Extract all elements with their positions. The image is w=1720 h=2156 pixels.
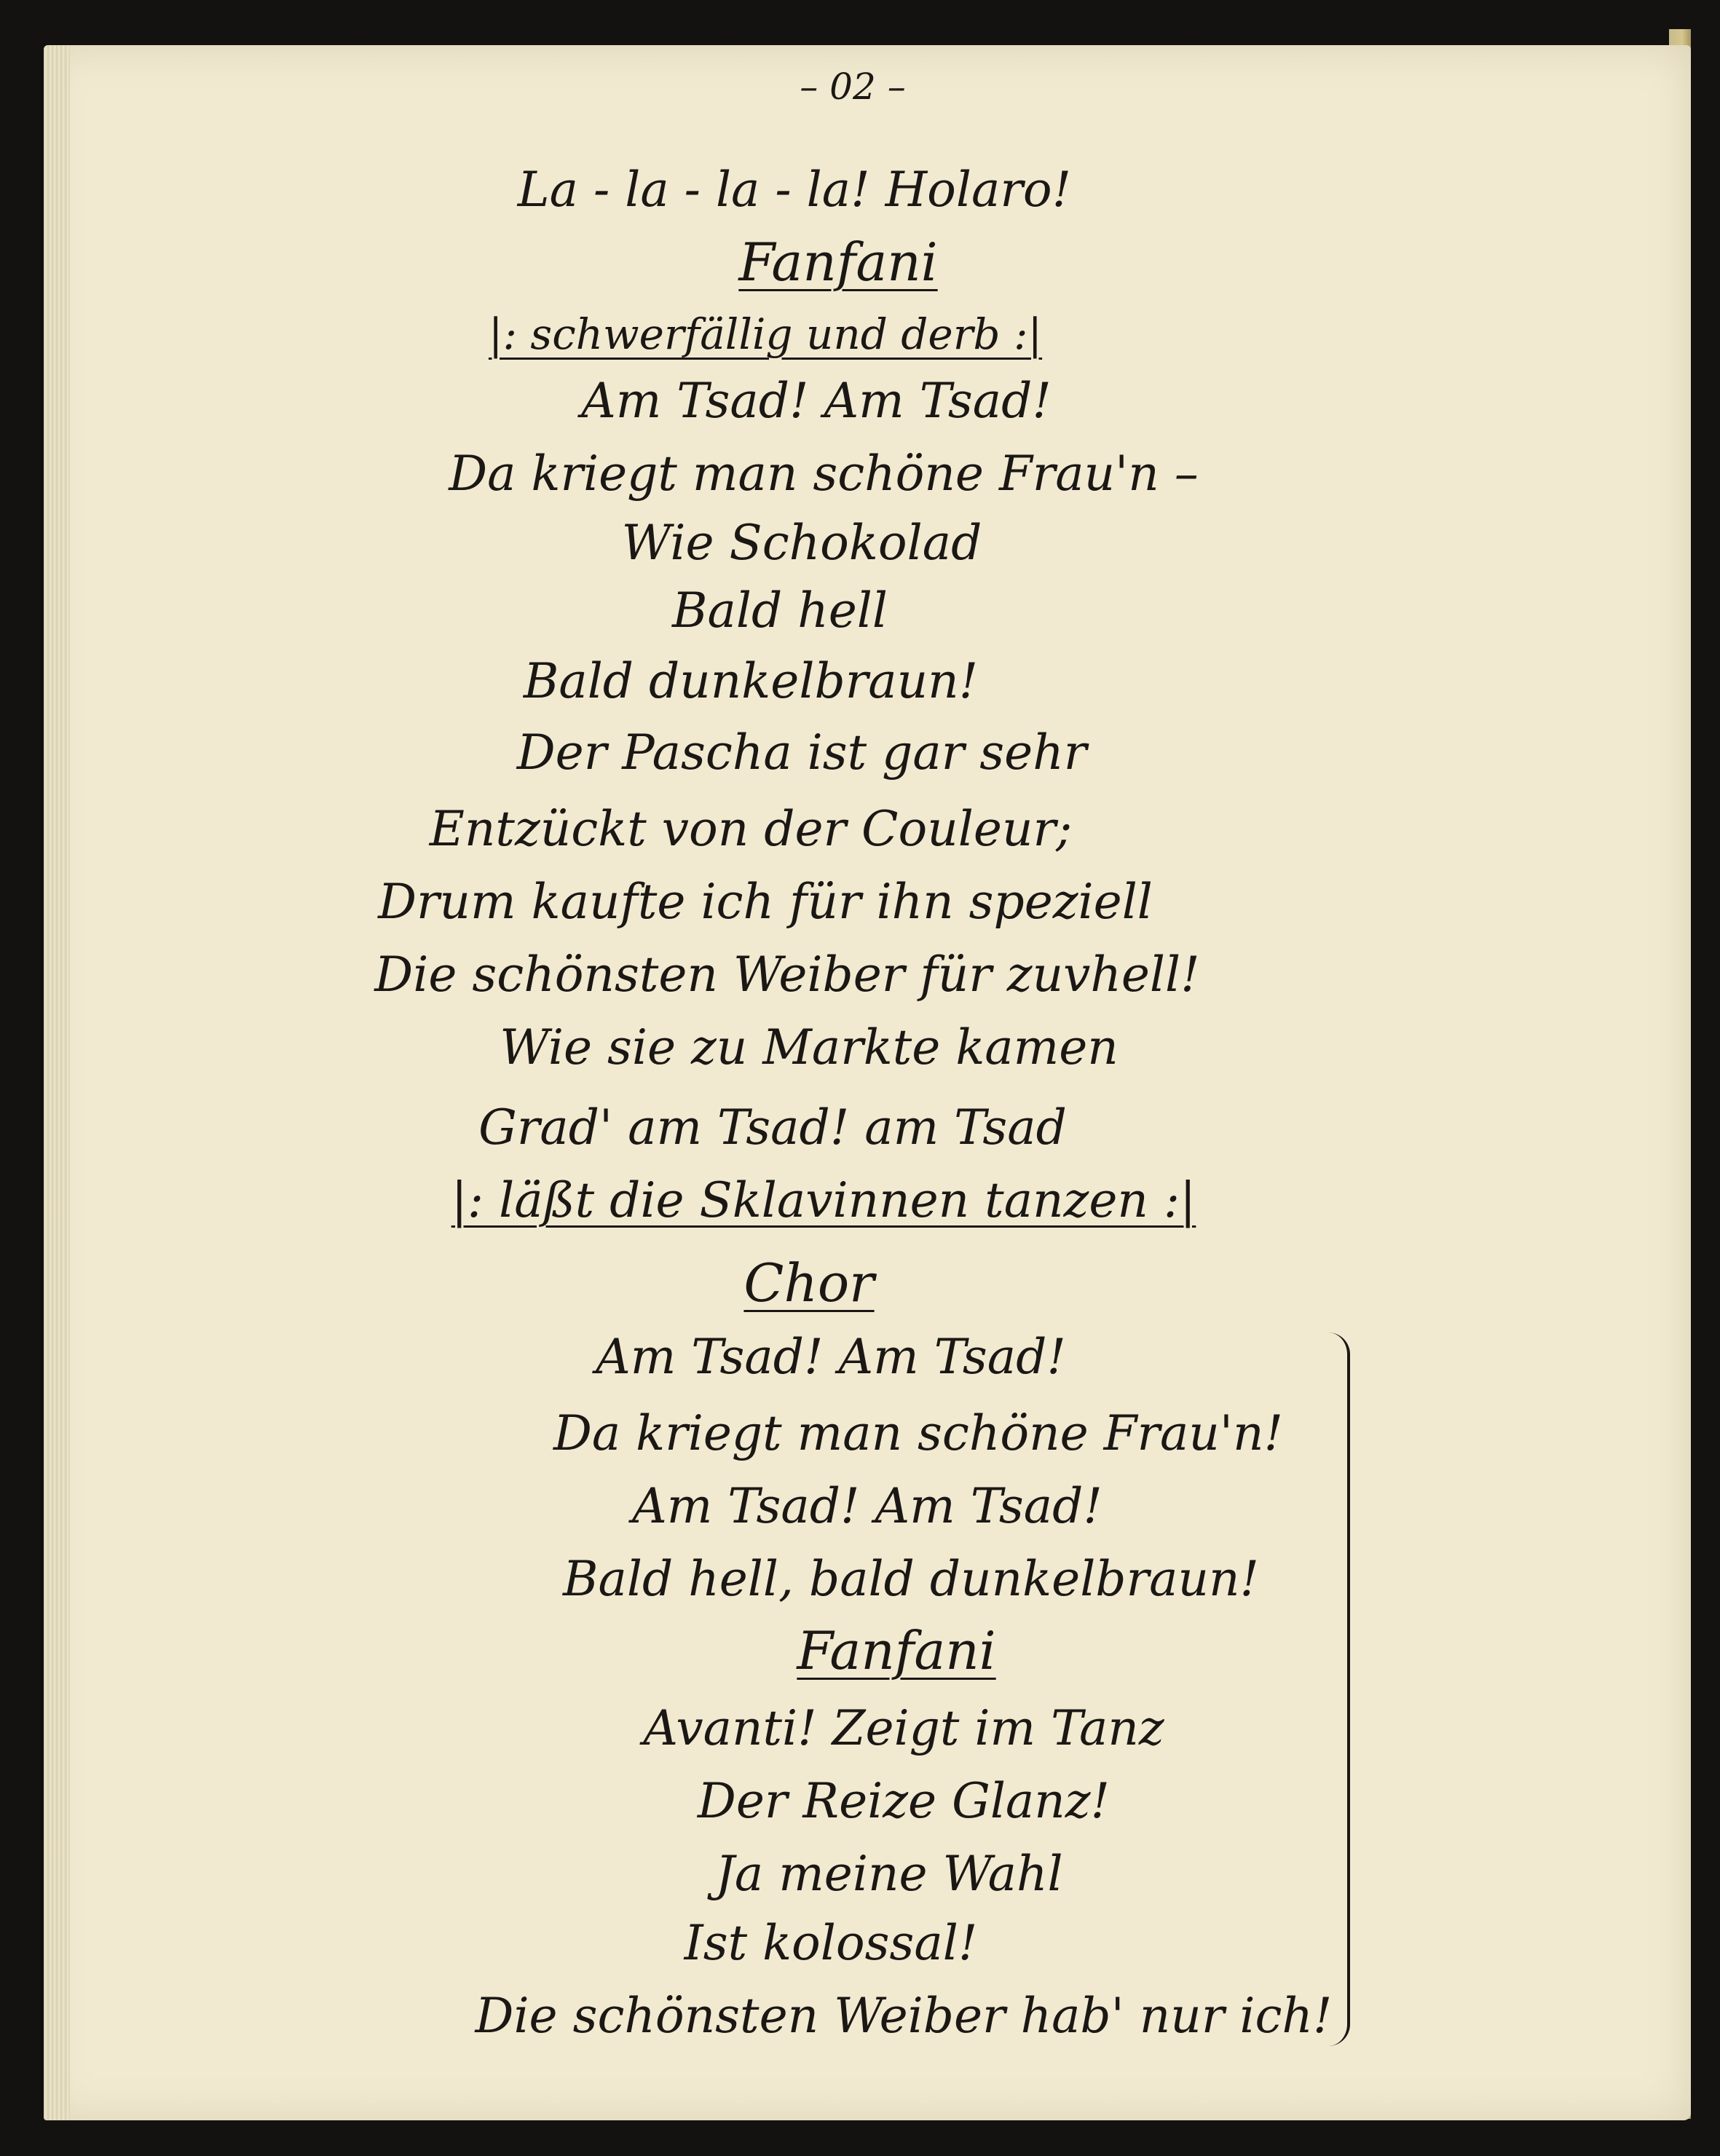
lyric-line: Bald dunkelbraun! [523, 653, 979, 709]
lyric-line: Der Reize Glanz! [697, 1773, 1110, 1829]
lyric-line: Wie Schokolad [621, 515, 982, 571]
lyric-line: Avanti! Zeigt im Tanz [643, 1700, 1164, 1756]
page-number: – 02 – [800, 66, 906, 108]
lyric-line: Am Tsad! Am Tsad! [596, 1329, 1066, 1385]
lyric-line: Am Tsad! Am Tsad! [632, 1478, 1102, 1534]
stage-direction: |: läßt die Sklavinnen tanzen :| [451, 1172, 1196, 1228]
lyric-line: Entzückt von der Couleur; [429, 801, 1073, 857]
speaker-heading: Fanfani [738, 232, 938, 293]
lyric-line: Der Pascha ist gar sehr [516, 724, 1087, 781]
speaker-heading: Chor [743, 1252, 875, 1314]
lyric-line: Wie sie zu Markte kamen [500, 1019, 1119, 1075]
lyric-line: Bald hell [672, 583, 888, 639]
lyric-line: Ja meine Wahl [715, 1846, 1063, 1902]
lyric-line: Da kriegt man schöne Frau'n – [449, 446, 1199, 502]
lyric-line: Die schönsten Weiber hab' nur ich! [475, 1988, 1333, 2044]
lyric-line: La - la - la - la! Holaro! [517, 162, 1072, 218]
lyric-line: Ist kolossal! [684, 1915, 978, 1971]
speaker-heading: Fanfani [797, 1620, 996, 1681]
lyric-line: Die schönsten Weiber für zuvhell! [374, 947, 1200, 1003]
stage-direction: |: schwerfällig und derb :| [488, 309, 1043, 359]
lyric-line: Am Tsad! Am Tsad! [581, 373, 1052, 429]
lyric-line: Grad' am Tsad! am Tsad [478, 1099, 1067, 1156]
lyric-line: Da kriegt man schöne Frau'n! [553, 1405, 1284, 1461]
lyric-line: Drum kaufte ich für ihn speziell [378, 874, 1153, 930]
lyric-line: Bald hell, bald dunkelbraun! [563, 1551, 1259, 1607]
